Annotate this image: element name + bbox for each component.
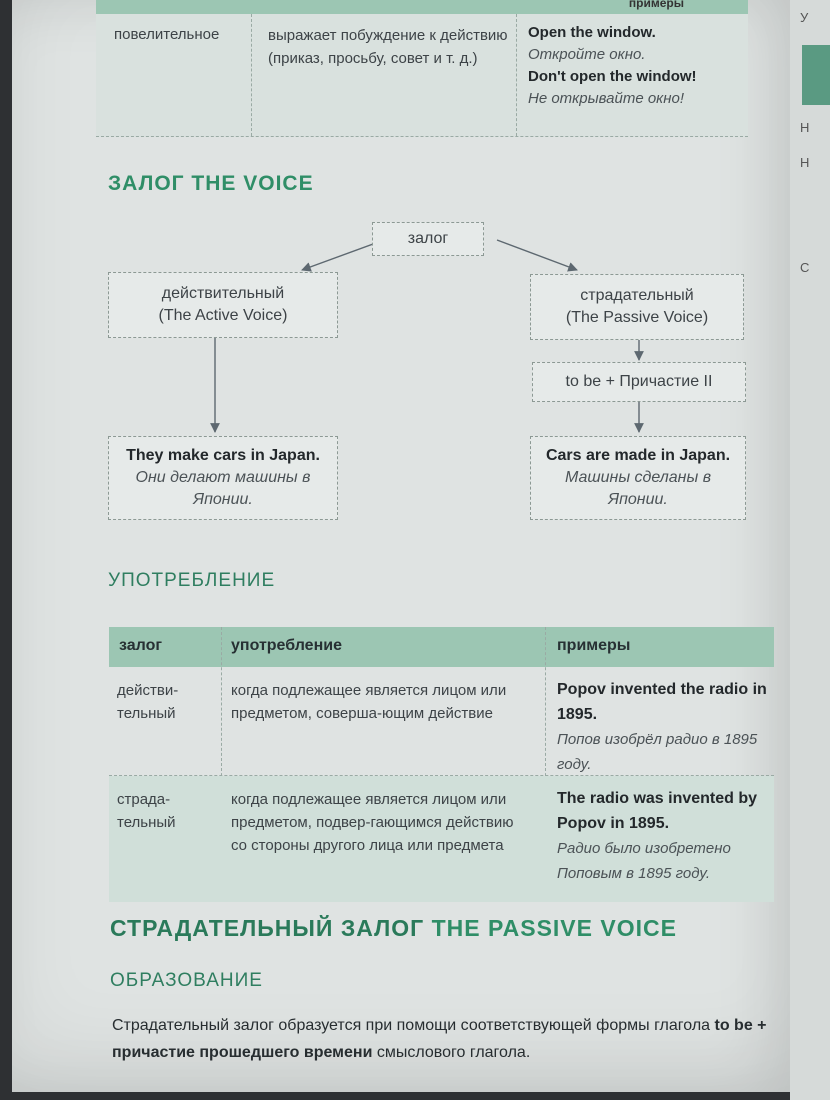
header-voice: залог: [119, 637, 163, 654]
row-example-ru: Радио было изобретено Поповым в 1895 году.: [557, 840, 731, 882]
row-examples: [557, 786, 772, 886]
usage-heading: УПОТРЕБЛЕНИЕ: [108, 570, 276, 591]
edge-tab: [802, 45, 830, 105]
active-voice-ru: действительный: [161, 285, 285, 302]
row-example-ru: Попов изобрёл радио в 1895 году.: [557, 731, 758, 773]
passive-formula-box: to be + Причастие II: [532, 362, 746, 402]
adjacent-page-edge: [790, 0, 830, 1100]
usage-table: [109, 627, 774, 902]
row-examples: [557, 677, 772, 777]
row-usage: когда подлежащее является лицом или предметом, соверша-ющим действие: [231, 682, 507, 722]
passive-voice-ru: страдательный: [580, 287, 694, 304]
paragraph-text: Страдательный залог образуется при помощи соответствующей формы глагола: [112, 1017, 715, 1034]
edge-glyph: Н: [800, 155, 810, 170]
row-voice: страда-тельный: [117, 791, 176, 831]
row-usage: когда подлежащее является лицом или предметом, подвер-гающимся действию со стороны другого лица или предмета: [231, 791, 514, 854]
header-usage: употребление: [231, 637, 342, 654]
example-en: Open the window.: [528, 24, 656, 41]
passive-example-ru: Машины сделаны в Японии.: [564, 469, 712, 508]
paragraph-text-end: смыслового глагола.: [372, 1044, 531, 1061]
row-example-en: The radio was invented by Popov in 1895.: [557, 790, 758, 832]
edge-glyph: У: [800, 10, 809, 25]
passive-example-box: [530, 436, 746, 520]
active-example-box: [108, 436, 338, 520]
passive-voice-box: [530, 274, 744, 340]
edge-glyph: С: [800, 260, 810, 275]
active-voice-en: (The Active Voice): [158, 307, 288, 324]
mood-name: повелительное: [114, 26, 220, 43]
formation-paragraph: [112, 1012, 802, 1066]
example-en: Don't open the window!: [528, 68, 697, 85]
book-page: [12, 0, 802, 1092]
table-row: [109, 776, 774, 902]
table-row: [109, 667, 774, 776]
active-example-en: They make cars in Japan.: [126, 447, 320, 464]
mood-description: выражает побуждение к действию (приказ, просьбу, совет и т. д.): [268, 27, 508, 67]
row-voice: действи-тельный: [117, 682, 179, 722]
passive-heading-ru: СТРАДАТЕЛЬНЫЙ ЗАЛОГ: [110, 915, 425, 941]
passive-example-en: Cars are made in Japan.: [545, 447, 731, 464]
paragraph-bold: to be + причастие прошедшего времени: [112, 1017, 767, 1061]
active-voice-box: [108, 272, 338, 338]
voice-heading-en: THE VOICE: [191, 172, 314, 195]
formation-heading: ОБРАЗОВАНИЕ: [110, 970, 263, 991]
usage-table-header: [109, 627, 774, 667]
passive-voice-en: (The Passive Voice): [565, 309, 709, 326]
edge-glyph: Н: [800, 120, 810, 135]
example-ru: Откройте окно.: [528, 46, 646, 63]
voice-heading-ru: ЗАЛОГ: [108, 172, 185, 195]
voice-root-box: залог: [372, 222, 484, 256]
arrow-to-passive: [497, 240, 577, 270]
passive-voice-heading: [110, 915, 677, 942]
row-example-en: Popov invented the radio in 1895.: [557, 681, 767, 723]
passive-heading-en: THE PASSIVE VOICE: [431, 915, 677, 941]
example-ru: Не открывайте окно!: [528, 90, 685, 107]
header-examples: примеры: [557, 637, 631, 654]
header-examples: примеры: [628, 0, 684, 10]
active-example-ru: Они делают машины в Японии.: [135, 469, 311, 508]
